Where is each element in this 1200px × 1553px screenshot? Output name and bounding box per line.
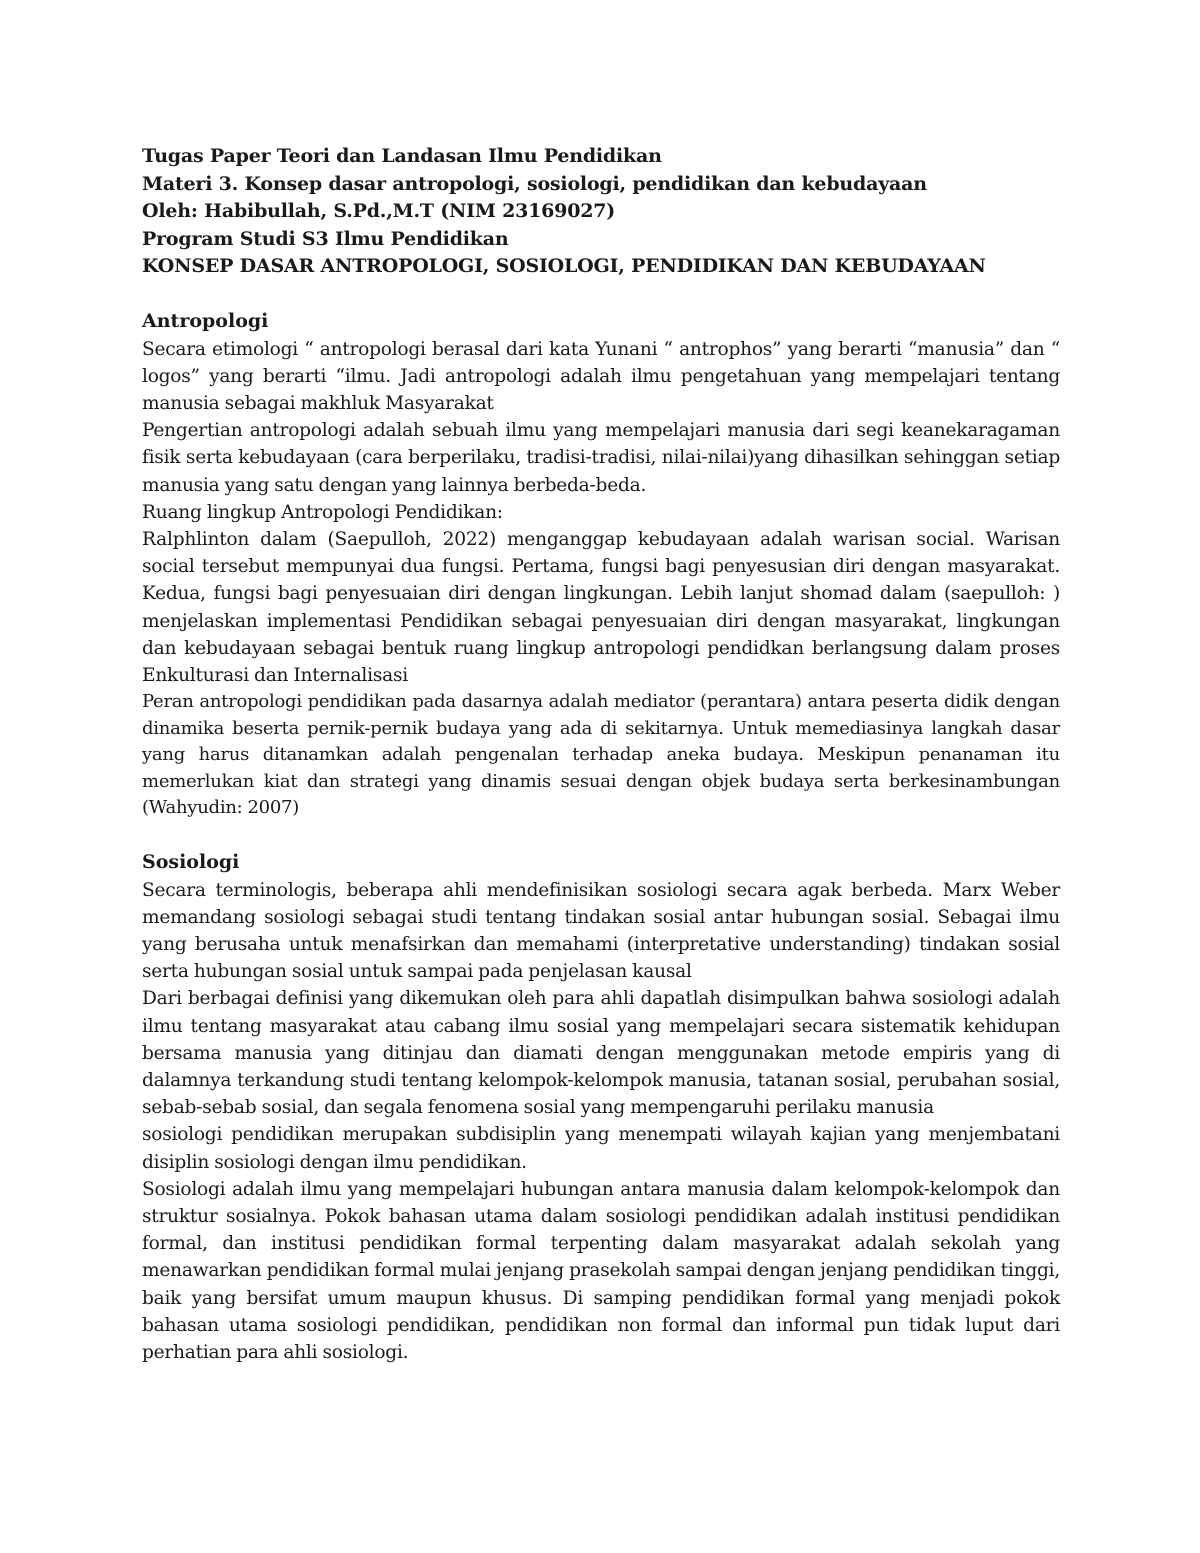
paragraph: sosiologi pendidikan merupakan subdisiplin yang menempati wilayah kajian yang menjembatani disiplin sosiologi dengan ilmu pendidikan. bbox=[142, 1124, 1060, 1173]
section-antropologi bbox=[142, 308, 1060, 822]
document-page bbox=[142, 143, 1060, 1366]
paragraph: Pengertian antropologi adalah sebuah ilmu yang mempelajari manusia dari segi keanekaragaman fisik serta kebudayaan (cara berperilaku, tradisi-tradisi, nilai-nilai)yang dihasilkan sehinggan setiap manusia yang satu dengan yang lainnya berbeda-beda. bbox=[142, 420, 1060, 496]
paragraph: Ruang lingkup Antropologi Pendidikan: bbox=[142, 501, 503, 523]
document-title: KONSEP DASAR ANTROPOLOGI, SOSIOLOGI, PENDIDIKAN DAN KEBUDAYAAN bbox=[142, 255, 986, 277]
paragraph: Peran antropologi pendidikan pada dasarnya adalah mediator (perantara) antara peserta didik dengan dinamika beserta pernik-pernik budaya yang ada di sekitarnya. Untuk memediasinya langkah dasar yang harus ditanamkan adalah pengenalan terhadap aneka budaya. Meskipun penanaman itu memerlukan kiat dan strategi yang dinamis sesuai dengan objek budaya serta berkesinambungan (Wahyudin: 2007) bbox=[142, 691, 1060, 819]
program-line: Program Studi S3 Ilmu Pendidikan bbox=[142, 227, 509, 250]
section-sosiologi bbox=[142, 849, 1060, 1366]
document-header bbox=[142, 143, 1060, 281]
author-line: Oleh: Habibullah, S.Pd.,M.T (NIM 23169027) bbox=[142, 200, 616, 222]
assignment-title: Tugas Paper Teori dan Landasan Ilmu Pendidikan bbox=[142, 145, 662, 167]
paragraph: Ralphlinton dalam (Saepulloh, 2022) menganggap kebudayaan adalah warisan social. Warisan social tersebut mempunyai dua fungsi. Pertama, fungsi bagi penyesusian diri dengan masyarakat. Kedua, fungsi bagi penyesuaian diri dengan lingkungan. Lebih lanjut shomad dalam (saepulloh: ) menjelaskan implementasi Pendidikan sebagai penyesuaian diri dengan masyarakat, lingkungan dan kebudayaan sebagai bentuk ruang lingkup antropologi pendidkan berlangsung dalam proses Enkulturasi dan Internalisasi bbox=[142, 528, 1060, 686]
paragraph: Secara etimologi “ antropologi berasal dari kata Yunani “ antrophos” yang berarti “manusia” dan “ logos” yang berarti “ilmu. Jadi antropologi adalah ilmu pengetahuan yang mempelajari tentang manusia sebagai makhluk Masyarakat bbox=[142, 338, 1060, 414]
section-heading: Antropologi bbox=[142, 310, 269, 332]
blank-line bbox=[142, 822, 1060, 850]
section-heading: Sosiologi bbox=[142, 851, 240, 874]
paragraph: Dari berbagai definisi yang dikemukan oleh para ahli dapatlah disimpulkan bahwa sosiologi adalah ilmu tentang masyarakat atau cabang ilmu sosial yang mempelajari secara sistematik kehidupan bersama manusia yang ditinjau dan diamati dengan menggunakan metode empiris yang di dalamnya terkandung studi tentang kelompok-kelompok manusia, tatanan sosial, perubahan sosial, sebab-sebab sosial, dan segala fenomena sosial yang mempengaruhi perilaku manusia bbox=[142, 988, 1060, 1119]
paragraph: Secara terminologis, beberapa ahli mendefinisikan sosiologi secara agak berbeda. Marx Weber memandang sosiologi sebagai studi tentang tindakan sosial antar hubungan sosial. Sebagai ilmu yang berusaha untuk menafsirkan dan memahami (interpretative understanding) tindakan sosial serta hubungan sosial untuk sampai pada penjelasan kausal bbox=[142, 879, 1060, 983]
material-title: Materi 3. Konsep dasar antropologi, sosiologi, pendidikan dan kebudayaan bbox=[142, 172, 927, 195]
blank-line bbox=[142, 281, 1060, 309]
paragraph: Sosiologi adalah ilmu yang mempelajari hubungan antara manusia dalam kelompok-kelompok dan struktur sosialnya. Pokok bahasan utama dalam sosiologi pendidikan adalah institusi pendidikan formal, dan institusi pendidikan formal terpenting dalam masyarakat adalah sekolah yang menawarkan pendidikan formal mulai jenjang prasekolah sampai dengan jenjang pendidikan tinggi, baik yang bersifat umum maupun khusus. Di samping pendidikan formal yang menjadi pokok bahasan utama sosiologi pendidikan, pendidikan non formal dan informal pun tidak luput dari perhatian para ahli sosiologi. bbox=[142, 1178, 1060, 1364]
